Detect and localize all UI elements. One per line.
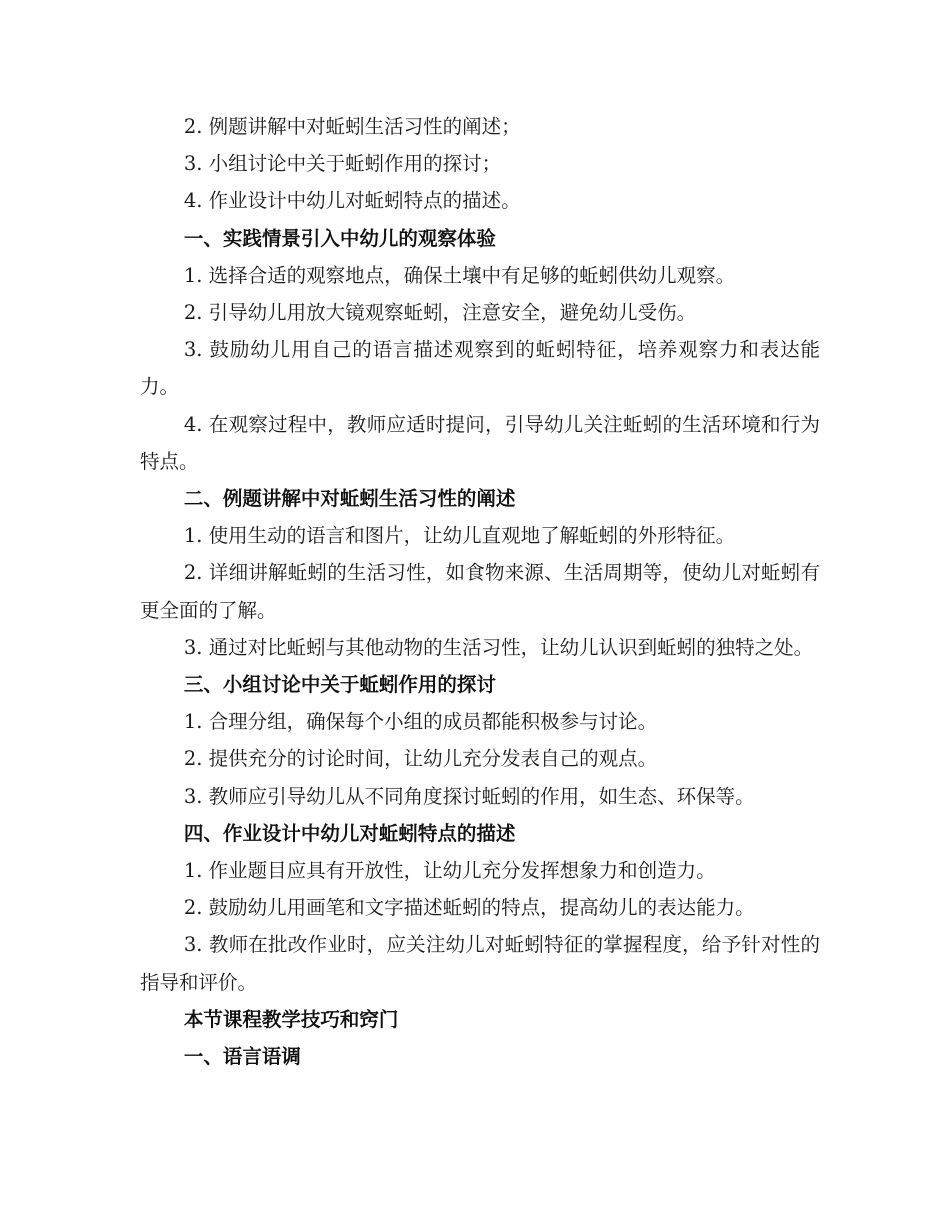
section-heading: 本节课程教学技巧和窍门	[183, 1007, 399, 1031]
section-heading: 一、语言语调	[183, 1045, 301, 1069]
list-item: 1. 合理分组，确保每个小组的成员都能积极参与讨论。	[183, 710, 658, 734]
list-item: 1. 选择合适的观察地点，确保土壤中有足够的蚯蚓供幼儿观察。	[183, 263, 736, 287]
list-item: 1. 作业题目应具有开放性，让幼儿充分发挥想象力和创造力。	[183, 859, 716, 883]
section-heading: 二、例题讲解中对蚯蚓生活习性的阐述	[183, 487, 516, 511]
document-body	[140, 108, 820, 1075]
list-item: 4. 作业设计中幼儿对蚯蚓特点的描述。	[183, 189, 521, 213]
section-heading: 三、小组讨论中关于蚯蚓作用的探讨	[183, 673, 496, 697]
list-item: 1. 使用生动的语言和图片，让幼儿直观地了解蚯蚓的外形特征。	[183, 524, 736, 548]
list-item: 2. 例题讲解中对蚯蚓生活习性的阐述；	[183, 115, 521, 138]
list-item: 3. 教师应引导幼儿从不同角度探讨蚯蚓的作用，如生态、环保等。	[183, 784, 755, 808]
list-item: 3. 通过对比蚯蚓与其他动物的生活习性，让幼儿认识到蚯蚓的独特之处。	[183, 635, 814, 659]
section-heading: 四、作业设计中幼儿对蚯蚓特点的描述	[183, 821, 516, 845]
list-item: 2. 引导幼儿用放大镜观察蚯蚓，注意安全，避免幼儿受伤。	[183, 301, 697, 325]
list-item: 3. 小组讨论中关于蚯蚓作用的探讨；	[183, 152, 502, 176]
list-item: 2. 提供充分的讨论时间，让幼儿充分发表自己的观点。	[183, 747, 658, 771]
list-item: 3. 鼓励幼儿用自己的语言描述观察到的蚯蚓特征，培养观察力和表达能力。	[140, 338, 820, 399]
list-item: 4. 在观察过程中，教师应适时提问，引导幼儿关注蚯蚓的生活环境和行为特点。	[140, 412, 820, 473]
list-item: 3. 教师在批改作业时，应关注幼儿对蚯蚓特征的掌握程度，给予针对性的指导和评价。	[140, 933, 820, 994]
list-item: 2. 鼓励幼儿用画笔和文字描述蚯蚓的特点，提高幼儿的表达能力。	[183, 896, 755, 920]
list-item: 2. 详细讲解蚯蚓的生活习性，如食物来源、生活周期等，使幼儿对蚯蚓有更全面的了解。	[140, 561, 820, 622]
section-heading: 一、实践情景引入中幼儿的观察体验	[183, 226, 496, 250]
